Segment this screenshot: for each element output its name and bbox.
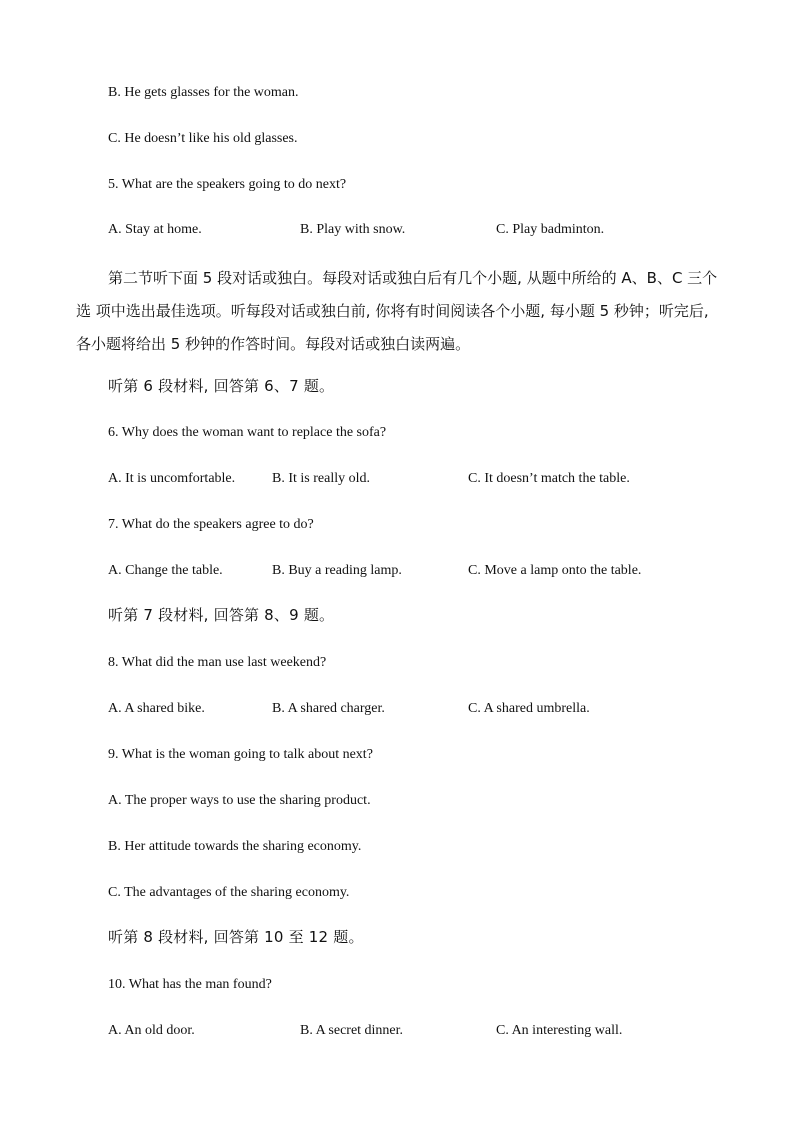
q7-stem: 7. What do the speakers agree to do? <box>108 517 314 532</box>
q9-stem: 9. What is the woman going to talk about next? <box>108 747 373 762</box>
q6-stem: 6. Why does the woman want to replace the sofa? <box>108 425 387 440</box>
q6-option-b: B. It is really old. <box>272 471 370 486</box>
q7-option-a: A. Change the table. <box>108 563 223 578</box>
q6-option-a: A. It is uncomfortable. <box>108 471 236 486</box>
q5-option-a: A. Stay at home. <box>108 222 202 237</box>
material7-heading: 听第 7 段材料, 回答第 8、9 题。 <box>108 606 335 624</box>
q9-option-c: C. The advantages of the sharing economy. <box>108 885 350 900</box>
q8-stem: 8. What did the man use last weekend? <box>108 655 327 670</box>
q6-option-c: C. It doesn’t match the table. <box>468 471 630 486</box>
q4-option-b: B. He gets glasses for the woman. <box>108 85 299 100</box>
q5-option-c: C. Play badminton. <box>496 222 605 237</box>
q5-stem: 5. What are the speakers going to do next? <box>108 177 347 192</box>
q10-option-b: B. A secret dinner. <box>300 1023 404 1038</box>
q8-option-b: B. A shared charger. <box>272 701 385 716</box>
material6-heading: 听第 6 段材料, 回答第 6、7 题。 <box>108 377 335 395</box>
q10-option-c: C. An interesting wall. <box>496 1023 623 1038</box>
q9-option-a: A. The proper ways to use the sharing product. <box>108 793 371 808</box>
section2-instructions-text: 第二节听下面 5 段对话或独白。每段对话或独白后有几个小题, 从题中所给的 A、B、C 三个选 项中选出最佳选项。听每段对话或独白前, 你将有时间阅读各个小题, 每小题 5 秒钟；听完后, 各小题将给出 5 秒钟的作答时间。每段对话或独白读两遍。 <box>76 269 718 353</box>
q8-option-c: C. A shared umbrella. <box>468 701 590 716</box>
section2-instructions <box>76 262 726 361</box>
q8-option-a: A. A shared bike. <box>108 701 205 716</box>
q7-option-b: B. Buy a reading lamp. <box>272 563 402 578</box>
q9-option-b: B. Her attitude towards the sharing economy. <box>108 839 362 854</box>
q7-option-c: C. Move a lamp onto the table. <box>468 563 642 578</box>
q10-stem: 10. What has the man found? <box>108 977 272 992</box>
material8-heading: 听第 8 段材料, 回答第 10 至 12 题。 <box>108 928 364 946</box>
q4-option-c: C. He doesn’t like his old glasses. <box>108 131 298 146</box>
q10-option-a: A. An old door. <box>108 1023 195 1038</box>
q5-option-b: B. Play with snow. <box>300 222 406 237</box>
